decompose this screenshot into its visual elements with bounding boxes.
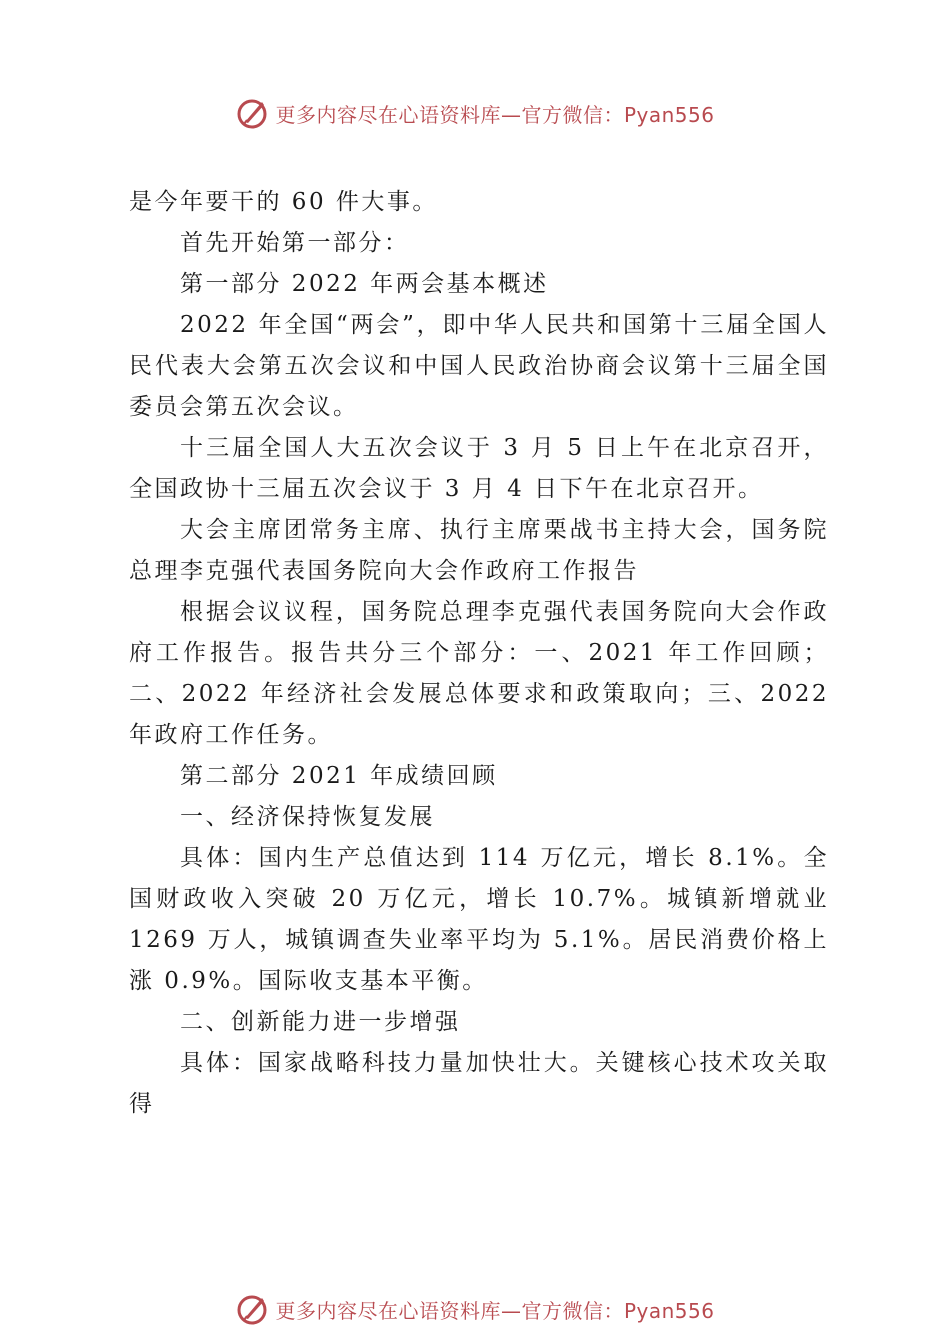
- paragraph: 具体：国内生产总值达到 114 万亿元，增长 8.1%。全国财政收入突破 20 万亿元，增长 10.7%。城镇新增就业 1269 万人，城镇调查失业率平均为 5.1%。居民消费价格上涨 0.9%。国际收支基本平衡。: [129, 845, 829, 994]
- paragraph: 2022 年全国“两会”，即中华人民共和国第十三届全国人民代表大会第五次会议和中国人民政治协商会议第十三届全国委员会第五次会议。: [129, 312, 829, 420]
- subsection-heading: 二、创新能力进一步增强: [180, 1009, 461, 1035]
- section-heading: 第一部分 2022 年两会基本概述: [180, 271, 549, 297]
- section-heading: 第二部分 2021 年成绩回顾: [180, 763, 498, 789]
- paragraph: 具体：国家战略科技力量加快壮大。关键核心技术攻关取得: [129, 1050, 829, 1117]
- subsection-heading: 一、经济保持恢复发展: [180, 804, 435, 830]
- paragraph: 首先开始第一部分：: [180, 230, 410, 256]
- quill-seal-logo-icon: [235, 1292, 269, 1326]
- paragraph: 十三届全国人大五次会议于 3 月 5 日上午在北京召开，全国政协十三届五次会议于 3 月 4 日下午在北京召开。: [129, 435, 829, 502]
- header-watermark: [0, 93, 950, 133]
- quill-seal-logo-icon: [235, 96, 269, 130]
- paragraph: 根据会议议程，国务院总理李克强代表国务院向大会作政府工作报告。报告共分三个部分：一、2021 年工作回顾；二、2022 年经济社会发展总体要求和政策取向；三、2022 年政府工作任务。: [129, 599, 829, 748]
- watermark-text: 更多内容尽在心语资料库—官方微信：Pyan556: [275, 1298, 715, 1323]
- paragraph: 是今年要干的 60 件大事。: [129, 189, 438, 215]
- watermark-text: 更多内容尽在心语资料库—官方微信：Pyan556: [275, 102, 715, 127]
- document-body: [129, 182, 829, 1125]
- footer-watermark: [0, 1289, 950, 1329]
- paragraph: 大会主席团常务主席、执行主席栗战书主持大会，国务院总理李克强代表国务院向大会作政府工作报告: [129, 517, 829, 584]
